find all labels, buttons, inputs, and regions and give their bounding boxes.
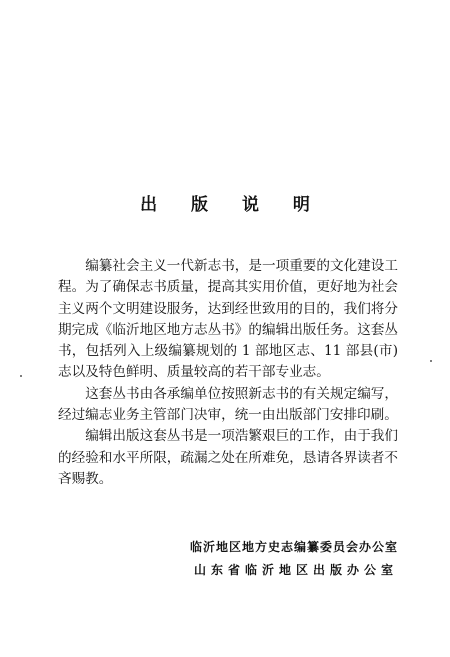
- paragraph-3: 编辑出版这套丛书是一项浩繁艰巨的工作，由于我们的经验和水平所限，疏漏之处在所难免，恳请各界读者不吝赐教。: [58, 428, 398, 487]
- paragraph-2: 这套丛书由各承编单位按照新志书的有关规定编写，经过编志业务主管部门决审，统一由出版部门安排印刷。: [58, 385, 398, 424]
- scan-speck: [430, 360, 432, 362]
- signature-line-2: 山东省临沂地区出版办公室: [193, 563, 398, 577]
- page-title: 出 版 说 明: [140, 195, 324, 215]
- body-text: [58, 256, 398, 490]
- scan-speck: [20, 375, 22, 377]
- signature-line-1: 临沂地区地方史志编纂委员会办公室: [189, 540, 398, 554]
- paragraph-1: 编纂社会主义一代新志书，是一项重要的文化建设工程。为了确保志书质量，提高其实用价值，更好地为社会主义两个文明建设服务，达到经世致用的目的，我们将分期完成《临沂地区地方志丛书》的编辑出版任务。这套丛书，包括列入上级编纂规划的 1 部地区志、11 部县(市)志以及特色鲜明、质量较高的若干部专业志。: [58, 258, 398, 381]
- signature-block: [190, 536, 398, 582]
